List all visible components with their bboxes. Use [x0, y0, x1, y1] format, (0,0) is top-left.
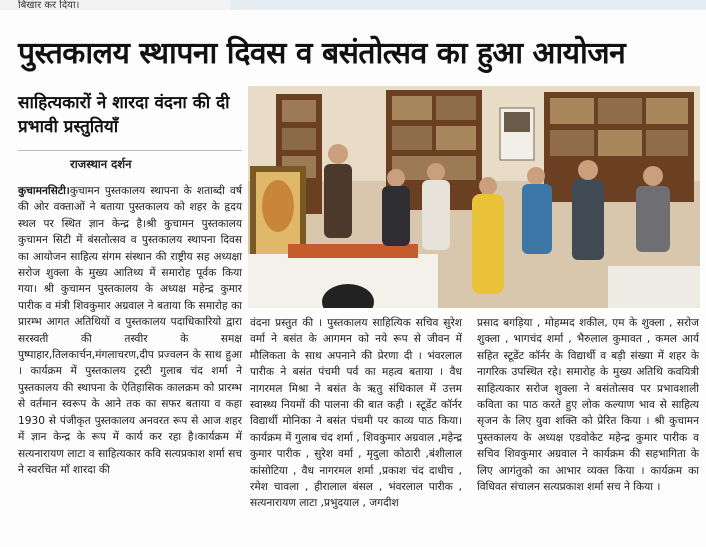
event-photo-illustration — [248, 86, 700, 308]
event-photo — [248, 86, 700, 308]
byline: राजस्थान दर्शन — [70, 157, 132, 171]
top-strip — [0, 0, 706, 10]
byline-box — [18, 150, 242, 172]
top-strip-bar — [230, 0, 706, 10]
article-column-2: वंदना प्रस्तुत की । पुस्तकालय साहित्यिक सचिव सुरेश वर्मा ने बसंत के आगमन को नये रूप से जीवन में मौलिकता के साथ अपनाने की प्रेरणा दी । भंवरलाल पारीक ने बसंत पंचमी पर्व का महत्व बताया । वैध नागरमल मिश्रा ने बसंत के ऋतु संधिकाल में उत्तम स्वास्थ्य नियमों की पालना की बात कही । स्टूडेंट कॉर्नर विद्यार्थी मोनिका ने बसंत पंचमी पर काव्य पाठ किया। कार्यक्रम में गुलाब चंद शर्मा , शिवकुमार अग्रवाल ,महेन्द्र कुमार पारीक , सुरेश वर्मा , मृदुला कोठारी ,बंशीलाल कांसोटिया , वैध नागरमल शर्मा ,प्रकाश चंद दाधीच , रमेश चावला , हीरालाल बंसल , भंवरलाल पारीक , सत्यनारायण लाटा ,प्रभुदयाल , जगदीश — [250, 317, 462, 510]
article-column-3: प्रसाद बगड़िया , मोहम्मद शकील, एम के शुक्ला , सरोज शुक्ला , भागचंद शर्मा , भैरुलाल कुमावत , कमल आर्य सहित स्टूडेंट कॉर्नर के विद्यार्थी व बड़ी संख्या में शहर के नागरिक उपस्थित रहे। समारोह के मुख्य अतिथि कवयित्री साहित्यकार सरोज शुक्ला ने बसंतोत्सव पर प्रभावशाली कविता का पाठ करते हुए लोक कल्याण भाव से साहित्य सृजन के लिए युवा शक्ति को प्रेरित किया । श्री कुचामन पुस्तकालय के अध्यक्ष एडवोकेट महेन्द्र कुमार पारीक व सचिव शिवकुमार अग्रवाल ने कार्यक्रम की सहभागिता के लिए आगंतुको का आभार व्यक्त किया । कार्यक्रम का विधिवत संचालन सत्यप्रकाश शर्मा सच ने किया । — [477, 317, 699, 494]
headline: पुस्तकालय स्थापना दिवस व बसंतोत्सव का हुआ आयोजन — [18, 36, 626, 71]
article-column-1 — [18, 183, 242, 478]
subheadline: साहित्यकारों ने शारदा वंदना की दी प्रभावी प्रस्तुतियाँ — [18, 93, 230, 137]
dateline: कुचामनसिटी। — [18, 185, 70, 197]
previous-article-fragment: बिखार कर दिया। — [18, 0, 80, 11]
article-text-col1: कुचामन पुस्तकालय स्थापना के शताब्दी वर्ष की ओर वक्ताओं ने बताया पुस्तकालय को शहर के हृदय स्थल पर स्थित ज्ञान केन्द्र है।श्री कुचामन पुस्तकालय कुचामन सिटी में बंसतोत्सव व पुस्तकालय स्थापना दिवस का आयोजन साहित्य संगम संस्थान की राष्ट्रीय सह अध्यक्षा सरोज शुक्ला के मुख्य आतिथ्य में समारोह पूर्वक किया गया। श्री कुचामन पुस्तकालय के अध्यक्ष महेन्द्र कुमार पारीक व मंत्री शिवकुमार अग्रवाल ने बताया कि समारोह का प्रारम्भ आगत अतिथियों व पुस्तकालय पदाधिकारियो द्वारा सरस्वती की तस्वीर के समक्ष पुष्पाहार,तिलकार्चन,मंगलाचरण,दीप प्रज्वलन के साथ हुआ । कार्यक्रम में पुस्तकालय ट्रस्टी गुलाब चंद शर्मा ने पुस्तकालय की स्थापना के ऐतिहासिक कालक्रम को प्रारम्भ से वर्तमान स्वरूप के आने तक का सफर बताया व कहा 1930 से पंजीकृत पुस्तकालय अनवरत रूप से आज शहर में ज्ञान केन्द्र के रूप में कार्य कर रहा है।कार्यक्रम में सत्यनारायण लाटा व साहित्यकार कवि सत्यप्रकाश शर्मा सच ने स्वरचित माँ शारदा की — [18, 185, 242, 476]
